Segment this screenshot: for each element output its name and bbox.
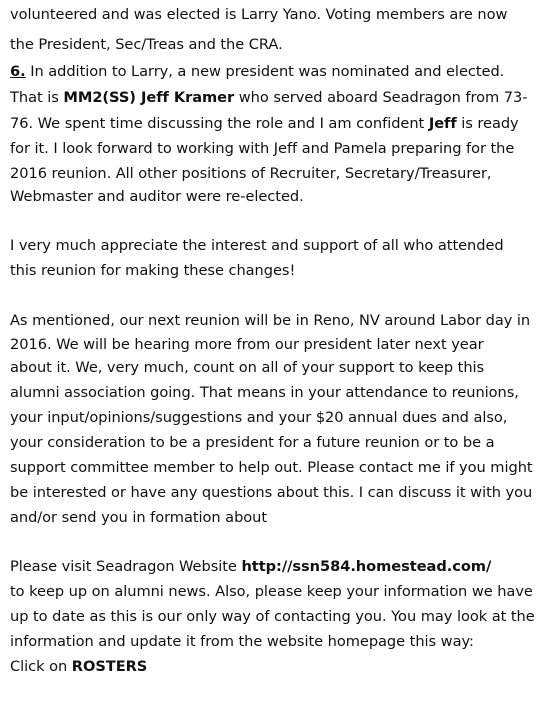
paragraph-4-line-4: alumni association going. That means in your attendance to reunions, xyxy=(10,384,519,401)
paragraph-5-line-1-pre: Please visit Seadragon Website xyxy=(10,558,242,575)
paragraph-4-line-6: your consideration to be a president for a future reunion or to be a xyxy=(10,434,495,451)
paragraph-2-line-6: Webmaster and auditor were re-elected. xyxy=(10,188,304,205)
paragraph-5-line-4: information and update it from the website homepage this way: xyxy=(10,633,474,650)
paragraph-2-line-2 xyxy=(10,88,527,108)
paragraph-2-line-4: for it. I look forward to working with Jeff and Pamela preparing for the xyxy=(10,140,515,157)
paragraph-1-line-2: the President, Sec/Treas and the CRA. xyxy=(10,36,283,53)
paragraph-4-line-2: 2016. We will be hearing more from our president later next year xyxy=(10,336,484,353)
paragraph-4-line-9: and/or send you in formation about xyxy=(10,509,268,526)
paragraph-5-line-2: to keep up on alumni news. Also, please keep your information we have xyxy=(10,583,533,600)
paragraph-2-line-3-pre: 76. We spent time discussing the role and I am confident xyxy=(10,115,429,132)
paragraph-2-line-3-post: is ready xyxy=(456,115,519,132)
item-number: 6. xyxy=(10,63,26,80)
paragraph-3-line-2: this reunion for making these changes! xyxy=(10,262,296,279)
paragraph-2-line-3 xyxy=(10,114,519,134)
paragraph-2-line-1-text: In addition to Larry, a new president was nominated and elected. xyxy=(25,63,505,80)
paragraph-3-line-1: I very much appreciate the interest and support of all who attended xyxy=(10,237,504,254)
paragraph-5-line-1 xyxy=(10,557,491,577)
rosters-label: ROSTERS xyxy=(71,658,148,675)
paragraph-4-line-5: your input/opinions/suggestions and your $20 annual dues and also, xyxy=(10,409,508,426)
website-url: http://ssn584.homestead.com/ xyxy=(241,558,492,575)
paragraph-5-line-5 xyxy=(10,657,147,677)
paragraph-5-line-5-pre: Click on xyxy=(10,658,72,675)
paragraph-2-line-5: 2016 reunion. All other positions of Recruiter, Secretary/Treasurer, xyxy=(10,165,492,182)
paragraph-5-line-3: up to date as this is our only way of contacting you. You may look at the xyxy=(10,608,535,625)
paragraph-4-line-7: support committee member to help out. Please contact me if you might xyxy=(10,459,533,476)
president-first-name: Jeff xyxy=(428,115,457,132)
paragraph-1-line-1: volunteered and was elected is Larry Yano. Voting members are now xyxy=(10,6,508,23)
paragraph-4-line-8: be interested or have any questions about this. I can discuss it with you xyxy=(10,484,533,501)
paragraph-2-line-2-pre: That is xyxy=(10,89,64,106)
paragraph-2-line-1 xyxy=(10,62,504,82)
paragraph-4-line-3: about it. We, very much, count on all of your support to keep this xyxy=(10,359,485,376)
paragraph-2-line-2-post: who served aboard Seadragon from 73- xyxy=(234,89,528,106)
paragraph-4-line-1: As mentioned, our next reunion will be in Reno, NV around Labor day in xyxy=(10,312,531,329)
president-name: MM2(SS) Jeff Kramer xyxy=(63,89,235,106)
